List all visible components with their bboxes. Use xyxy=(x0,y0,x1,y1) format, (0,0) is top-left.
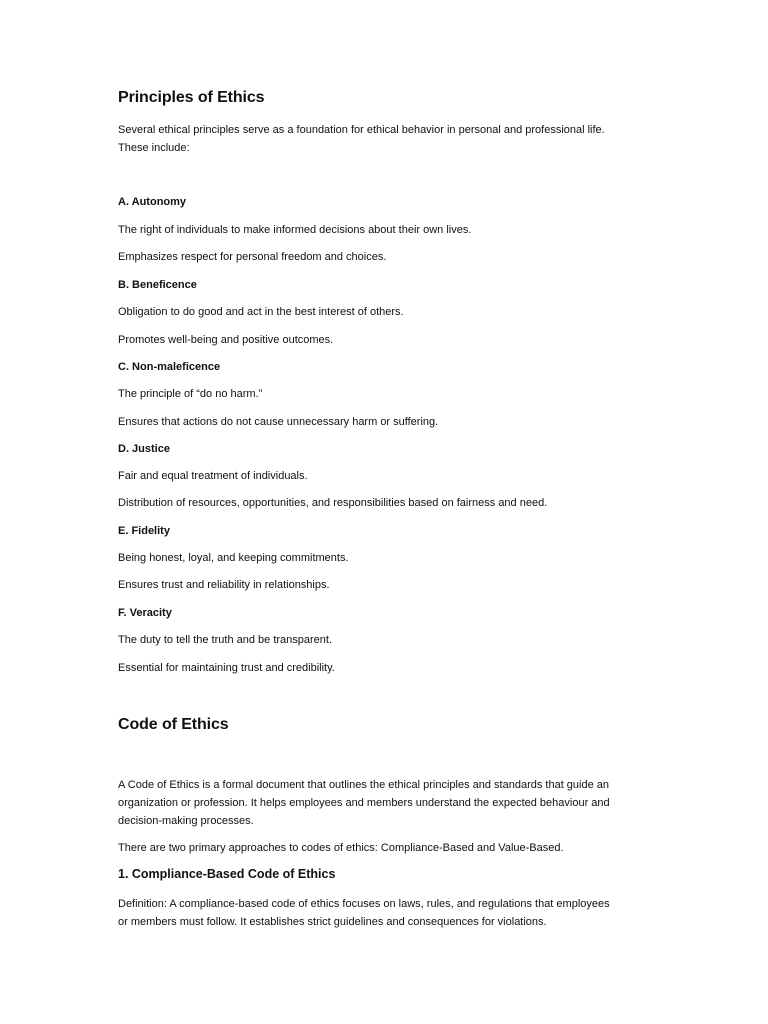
principle-heading-justice: D. Justice xyxy=(118,443,170,455)
code-of-ethics-paragraph-1 xyxy=(118,776,658,830)
compliance-definition-line-1: Definition: A compliance-based code of ethics focuses on laws, rules, and regulations that employees xyxy=(118,898,610,910)
principle-heading-veracity: F. Veracity xyxy=(118,607,172,619)
principle-heading-fidelity: E. Fidelity xyxy=(118,525,170,537)
code-para1-line-2: organization or profession. It helps employees and members understand the expected behaviour and xyxy=(118,797,610,809)
principle-autonomy-line-2: Emphasizes respect for personal freedom and choices. xyxy=(118,251,387,263)
principle-beneficence-line-1: Obligation to do good and act in the best interest of others. xyxy=(118,306,404,318)
principle-fidelity-line-1: Being honest, loyal, and keeping commitments. xyxy=(118,552,349,564)
compliance-definition xyxy=(118,895,658,931)
principles-intro xyxy=(118,121,658,157)
principle-fidelity-line-2: Ensures trust and reliability in relationships. xyxy=(118,579,330,591)
principle-veracity-line-1: The duty to tell the truth and be transparent. xyxy=(118,634,333,646)
principle-non-maleficence-line-1: The principle of “do no harm.” xyxy=(118,388,263,400)
principle-justice-line-2: Distribution of resources, opportunities, and responsibilities based on fairness and need. xyxy=(118,497,548,509)
principle-justice-line-1: Fair and equal treatment of individuals. xyxy=(118,470,308,482)
compliance-definition-line-2: or members must follow. It establishes strict guidelines and consequences for violations. xyxy=(118,916,547,928)
principle-beneficence-line-2: Promotes well-being and positive outcomes. xyxy=(118,334,334,346)
principle-heading-non-maleficence: C. Non-maleficence xyxy=(118,361,221,373)
code-para1-line-1: A Code of Ethics is a formal document that outlines the ethical principles and standards that guide an xyxy=(118,779,610,791)
principle-heading-autonomy: A. Autonomy xyxy=(118,196,187,208)
principle-heading-beneficence: B. Beneficence xyxy=(118,279,197,291)
code-of-ethics-title: Code of Ethics xyxy=(118,716,229,733)
principles-title: Principles of Ethics xyxy=(118,89,265,106)
principles-intro-line-2: These include: xyxy=(118,142,190,154)
principle-veracity-line-2: Essential for maintaining trust and credibility. xyxy=(118,662,335,674)
code-para1-line-3: decision-making processes. xyxy=(118,815,254,827)
principle-non-maleficence-line-2: Ensures that actions do not cause unnecessary harm or suffering. xyxy=(118,416,439,428)
code-of-ethics-paragraph-2: There are two primary approaches to codes of ethics: Compliance-Based and Value-Based. xyxy=(118,842,564,854)
principle-autonomy-line-1: The right of individuals to make informed decisions about their own lives. xyxy=(118,224,472,236)
compliance-based-heading: 1. Compliance-Based Code of Ethics xyxy=(118,867,336,881)
principles-intro-line-1: Several ethical principles serve as a foundation for ethical behavior in personal and professional life. xyxy=(118,124,605,136)
